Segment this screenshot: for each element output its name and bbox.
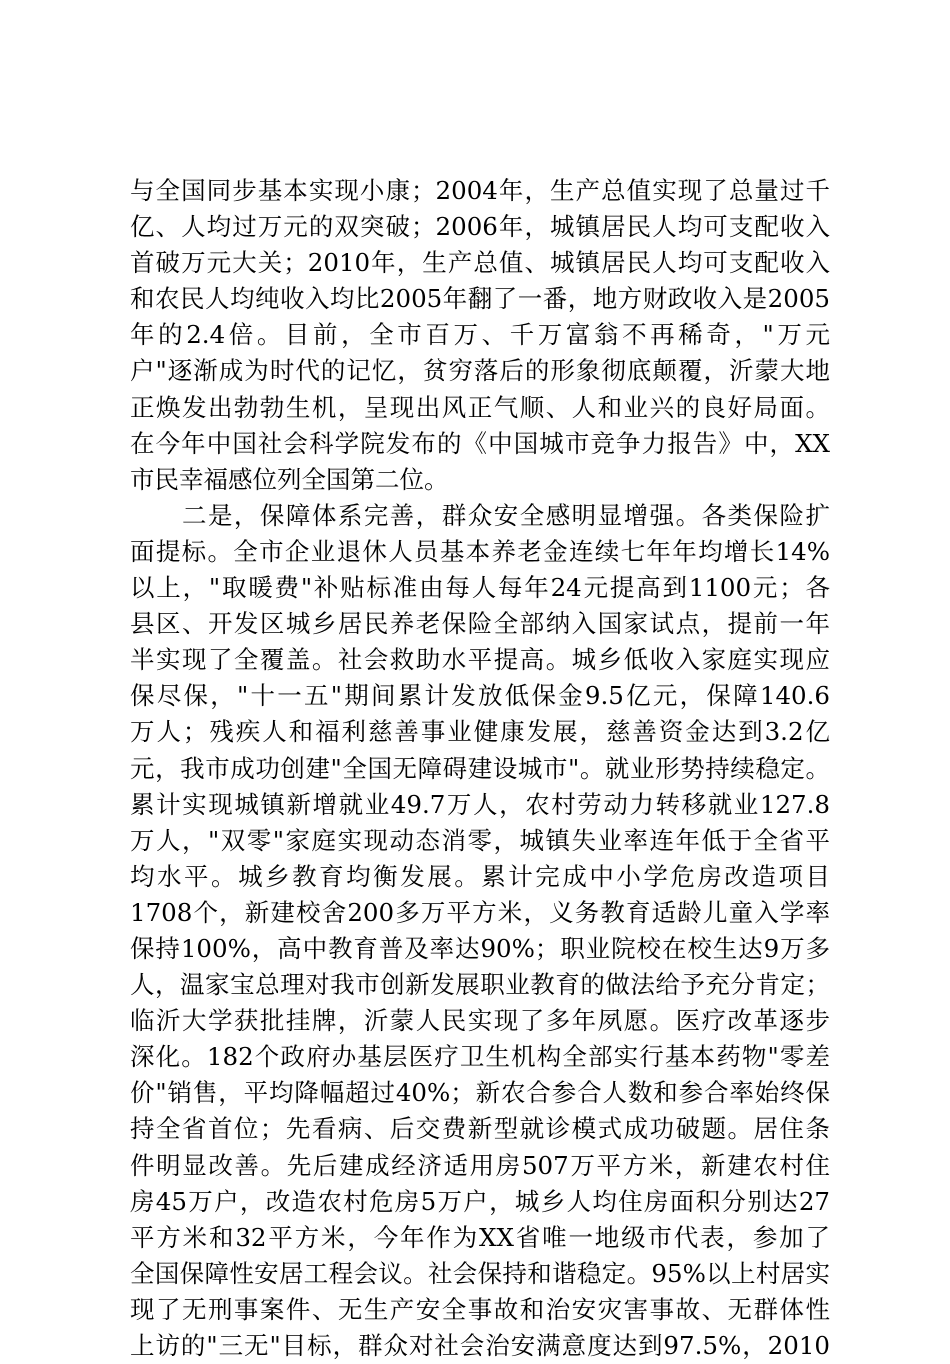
text-line: 1708个，新建校舍200多万平方米，义务教育适龄儿童入学率	[130, 897, 830, 927]
text-line: 持全省首位；先看病、后交费新型就诊模式成功破题。居住条	[130, 1114, 830, 1144]
text-line: 现了无刑事案件、无生产安全事故和治安灾害事故、无群体性	[130, 1294, 830, 1324]
text-line: 在今年中国社会科学院发布的《中国城市竞争力报告》中，XX	[130, 428, 830, 458]
text-line: 万人，"双零"家庭实现动态消零，城镇失业率连年低于全省平	[130, 825, 830, 855]
text-line: 首破万元大关；2010年，生产总值、城镇居民人均可支配收入	[130, 248, 830, 278]
text-line: 万人；残疾人和福利慈善事业健康发展，慈善资金达到3.2亿	[130, 717, 830, 747]
text-line: 深化。182个政府办基层医疗卫生机构全部实行基本药物"零差	[130, 1042, 830, 1072]
text-line: 市民幸福感位列全国第二位。	[130, 464, 449, 494]
text-line: 保持100%，高中教育普及率达90%；职业院校在校生达9万多	[130, 933, 830, 963]
text-line: 半实现了全覆盖。社会救助水平提高。城乡低收入家庭实现应	[130, 645, 830, 675]
text-line: 人，温家宝总理对我市创新发展职业教育的做法给予充分肯定；	[130, 970, 830, 1000]
text-line: 和农民人均纯收入均比2005年翻了一番，地方财政收入是2005	[130, 284, 830, 314]
text-line: 以上，"取暖费"补贴标准由每人每年24元提高到1100元；各	[130, 573, 830, 603]
text-line: 均水平。城乡教育均衡发展。累计完成中小学危房改造项目	[130, 861, 830, 891]
text-line: 全国保障性安居工程会议。社会保持和谐稳定。95%以上村居实	[130, 1258, 830, 1288]
text-line: 房45万户，改造农村危房5万户，城乡人均住房面积分别达27	[130, 1186, 830, 1216]
paragraph-2	[130, 498, 830, 1364]
text-line: 与全国同步基本实现小康；2004年，生产总值实现了总量过千	[130, 176, 830, 205]
text-line: 累计实现城镇新增就业49.7万人，农村劳动力转移就业127.8	[130, 789, 830, 819]
paragraph-1	[130, 173, 830, 498]
text-line: 平方米和32平方米，今年作为XX省唯一地级市代表，参加了	[130, 1222, 830, 1252]
text-line: 县区、开发区城乡居民养老保险全部纳入国家试点，提前一年	[130, 609, 830, 639]
text-line: 价"销售，平均降幅超过40%；新农合参合人数和参合率始终保	[130, 1078, 830, 1108]
text-line: 亿、人均过万元的双突破；2006年，城镇居民人均可支配收入	[130, 212, 830, 242]
document-body	[130, 173, 830, 1364]
text-line: 面提标。全市企业退休人员基本养老金连续七年年均增长14%	[130, 536, 830, 566]
text-line: 正焕发出勃勃生机，呈现出风正气顺、人和业兴的良好局面。	[130, 392, 830, 422]
text-line: 元，我市成功创建"全国无障碍建设城市"。就业形势持续稳定。	[130, 753, 830, 783]
text-line: 户"逐渐成为时代的记忆，贫穷落后的形象彻底颠覆，沂蒙大地	[130, 356, 830, 386]
text-line: 年的2.4倍。目前，全市百万、千万富翁不再稀奇，"万元	[130, 320, 830, 350]
text-line: 保尽保，"十一五"期间累计发放低保金9.5亿元，保障140.6	[130, 681, 830, 711]
text-line: 二是，保障体系完善，群众安全感明显增强。各类保险扩	[130, 500, 830, 530]
text-line: 临沂大学获批挂牌，沂蒙人民实现了多年夙愿。医疗改革逐步	[130, 1006, 830, 1036]
text-line: 件明显改善。先后建成经济适用房507万平方米，新建农村住	[130, 1150, 830, 1180]
text-line: 上访的"三无"目标，群众对社会治安满意度达到97.5%，2010	[130, 1331, 830, 1360]
